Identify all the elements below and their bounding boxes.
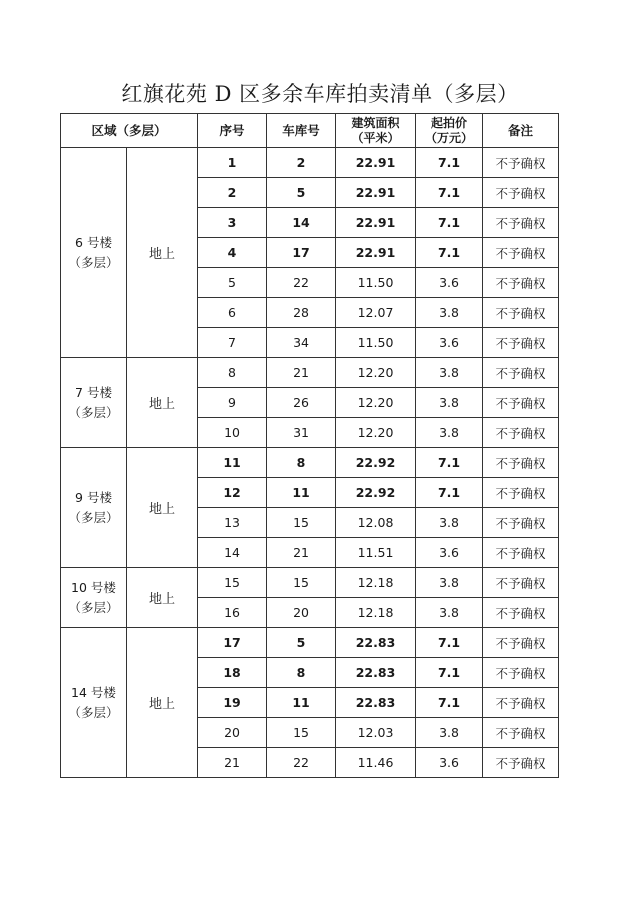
price-cell: 3.6 (416, 268, 483, 298)
building-cell (61, 358, 127, 448)
seq-cell: 13 (198, 508, 267, 538)
price-cell: 3.8 (416, 298, 483, 328)
building-cell (61, 568, 127, 628)
price-cell: 3.8 (416, 718, 483, 748)
price-cell: 3.8 (416, 388, 483, 418)
remark-cell: 不予确权 (483, 208, 559, 238)
remark-cell: 不予确权 (483, 538, 559, 568)
remark-cell: 不予确权 (483, 328, 559, 358)
seq-cell: 21 (198, 748, 267, 778)
area-cell: 22.91 (336, 178, 416, 208)
garage-cell: 31 (267, 418, 336, 448)
price-cell: 7.1 (416, 688, 483, 718)
header-remark: 备注 (483, 114, 559, 148)
building-cell (61, 148, 127, 358)
building-name: 6 号楼 (75, 234, 112, 250)
area-cell: 11.51 (336, 538, 416, 568)
remark-cell: 不予确权 (483, 418, 559, 448)
garage-cell: 34 (267, 328, 336, 358)
seq-cell: 2 (198, 178, 267, 208)
table-row (61, 448, 559, 478)
garage-cell: 5 (267, 178, 336, 208)
building-type: （多层） (68, 599, 119, 615)
seq-cell: 17 (198, 628, 267, 658)
remark-cell: 不予确权 (483, 628, 559, 658)
area-cell: 12.20 (336, 418, 416, 448)
price-cell: 7.1 (416, 178, 483, 208)
remark-cell: 不予确权 (483, 148, 559, 178)
building-name: 10 号楼 (71, 579, 116, 595)
document-title: 红旗花苑 D 区多余车库拍卖清单（多层） (121, 82, 519, 106)
header-area-line1: 建筑面积 (351, 115, 400, 130)
seq-cell: 18 (198, 658, 267, 688)
garage-cell: 15 (267, 508, 336, 538)
header-price (416, 114, 483, 148)
seq-cell: 1 (198, 148, 267, 178)
price-cell: 7.1 (416, 148, 483, 178)
remark-cell: 不予确权 (483, 268, 559, 298)
garage-cell: 22 (267, 268, 336, 298)
header-garage: 车库号 (267, 114, 336, 148)
remark-cell: 不予确权 (483, 478, 559, 508)
seq-cell: 5 (198, 268, 267, 298)
price-cell: 7.1 (416, 238, 483, 268)
area-cell: 22.92 (336, 448, 416, 478)
area-cell: 22.91 (336, 208, 416, 238)
remark-cell: 不予确权 (483, 658, 559, 688)
table-row (61, 628, 559, 658)
garage-cell: 8 (267, 448, 336, 478)
header-area (336, 114, 416, 148)
garage-cell: 22 (267, 748, 336, 778)
seq-cell: 6 (198, 298, 267, 328)
garage-cell: 15 (267, 718, 336, 748)
building-cell (61, 628, 127, 778)
building-name: 9 号楼 (75, 489, 112, 505)
price-cell: 7.1 (416, 478, 483, 508)
remark-cell: 不予确权 (483, 508, 559, 538)
garage-cell: 21 (267, 358, 336, 388)
area-cell: 11.46 (336, 748, 416, 778)
seq-cell: 14 (198, 538, 267, 568)
garage-cell: 11 (267, 688, 336, 718)
seq-cell: 8 (198, 358, 267, 388)
seq-cell: 10 (198, 418, 267, 448)
area-cell: 12.20 (336, 388, 416, 418)
garage-cell: 5 (267, 628, 336, 658)
remark-cell: 不予确权 (483, 388, 559, 418)
seq-cell: 12 (198, 478, 267, 508)
area-cell: 12.03 (336, 718, 416, 748)
garage-cell: 20 (267, 598, 336, 628)
area-cell: 12.07 (336, 298, 416, 328)
header-region: 区域（多层） (61, 114, 198, 148)
table-row (61, 148, 559, 178)
area-cell: 22.91 (336, 148, 416, 178)
garage-cell: 2 (267, 148, 336, 178)
price-cell: 3.8 (416, 418, 483, 448)
header-area-line2: （平米） (351, 130, 400, 145)
area-cell: 22.92 (336, 478, 416, 508)
location-cell: 地上 (127, 358, 198, 448)
seq-cell: 11 (198, 448, 267, 478)
garage-cell: 14 (267, 208, 336, 238)
area-cell: 12.18 (336, 598, 416, 628)
garage-cell: 28 (267, 298, 336, 328)
area-cell: 11.50 (336, 328, 416, 358)
building-type: （多层） (68, 404, 119, 420)
header-price-line2: （万元） (425, 130, 474, 145)
area-cell: 12.08 (336, 508, 416, 538)
price-cell: 3.6 (416, 538, 483, 568)
price-cell: 7.1 (416, 208, 483, 238)
price-cell: 3.6 (416, 748, 483, 778)
seq-cell: 4 (198, 238, 267, 268)
price-cell: 7.1 (416, 448, 483, 478)
location-cell: 地上 (127, 628, 198, 778)
remark-cell: 不予确权 (483, 748, 559, 778)
seq-cell: 7 (198, 328, 267, 358)
remark-cell: 不予确权 (483, 178, 559, 208)
garage-cell: 26 (267, 388, 336, 418)
location-cell: 地上 (127, 148, 198, 358)
seq-cell: 20 (198, 718, 267, 748)
location-cell: 地上 (127, 568, 198, 628)
building-type: （多层） (68, 704, 119, 720)
area-cell: 22.83 (336, 658, 416, 688)
building-cell (61, 448, 127, 568)
garage-cell: 21 (267, 538, 336, 568)
building-type: （多层） (68, 509, 119, 525)
seq-cell: 9 (198, 388, 267, 418)
remark-cell: 不予确权 (483, 358, 559, 388)
price-cell: 7.1 (416, 628, 483, 658)
garage-cell: 11 (267, 478, 336, 508)
remark-cell: 不予确权 (483, 718, 559, 748)
building-name: 7 号楼 (75, 384, 112, 400)
header-seq: 序号 (198, 114, 267, 148)
table-row (61, 358, 559, 388)
area-cell: 22.91 (336, 238, 416, 268)
remark-cell: 不予确权 (483, 598, 559, 628)
price-cell: 3.8 (416, 568, 483, 598)
remark-cell: 不予确权 (483, 568, 559, 598)
area-cell: 12.18 (336, 568, 416, 598)
price-cell: 3.6 (416, 328, 483, 358)
seq-cell: 3 (198, 208, 267, 238)
header-row (61, 114, 559, 148)
building-name: 14 号楼 (71, 684, 116, 700)
price-cell: 3.8 (416, 598, 483, 628)
seq-cell: 19 (198, 688, 267, 718)
area-cell: 22.83 (336, 688, 416, 718)
area-cell: 22.83 (336, 628, 416, 658)
garage-cell: 17 (267, 238, 336, 268)
table-body (61, 148, 559, 778)
price-cell: 3.8 (416, 358, 483, 388)
location-cell: 地上 (127, 448, 198, 568)
price-cell: 7.1 (416, 658, 483, 688)
price-cell: 3.8 (416, 508, 483, 538)
auction-table (60, 113, 559, 778)
garage-cell: 15 (267, 568, 336, 598)
remark-cell: 不予确权 (483, 688, 559, 718)
table-row (61, 568, 559, 598)
remark-cell: 不予确权 (483, 238, 559, 268)
remark-cell: 不予确权 (483, 298, 559, 328)
garage-cell: 8 (267, 658, 336, 688)
remark-cell: 不予确权 (483, 448, 559, 478)
area-cell: 12.20 (336, 358, 416, 388)
header-price-line1: 起拍价 (431, 115, 468, 130)
seq-cell: 15 (198, 568, 267, 598)
seq-cell: 16 (198, 598, 267, 628)
area-cell: 11.50 (336, 268, 416, 298)
building-type: （多层） (68, 254, 119, 270)
